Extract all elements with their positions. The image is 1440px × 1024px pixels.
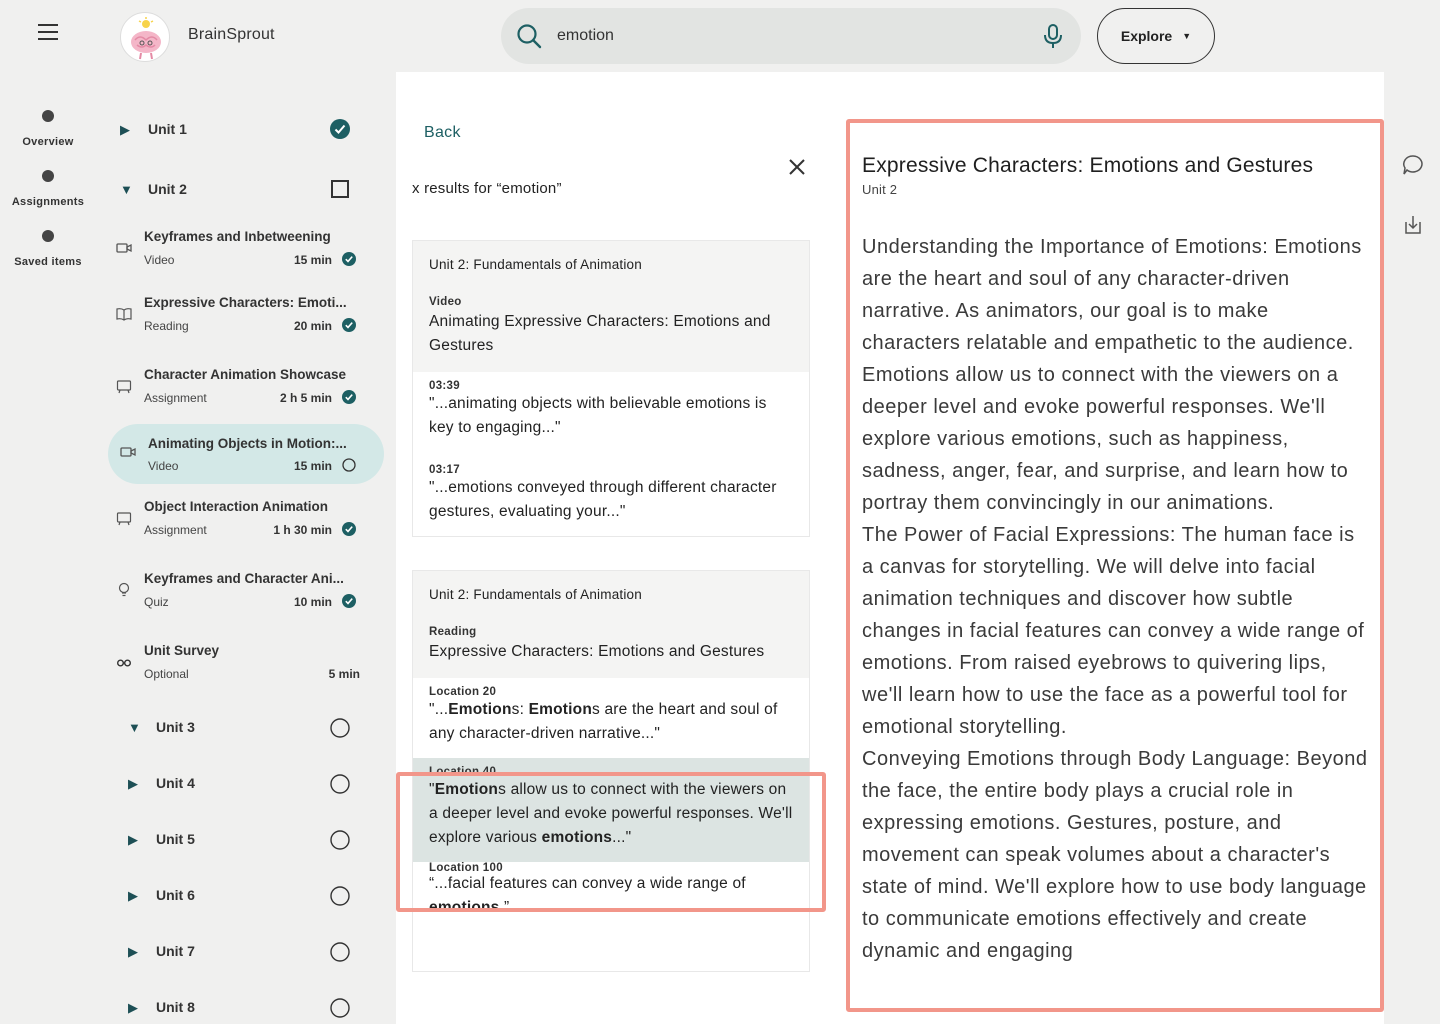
unit-1-row[interactable] — [96, 110, 396, 150]
lesson-character-animation-showcase[interactable] — [108, 358, 384, 418]
empty-circle-icon — [330, 718, 350, 738]
result-unit-name: Unit 2: Fundamentals of Animation — [429, 587, 642, 602]
expand-right-icon[interactable]: ▶ — [128, 832, 138, 847]
unit-1-label: Unit 1 — [148, 121, 187, 137]
reading-body[interactable] — [862, 231, 1370, 967]
lesson-type: Optional — [144, 667, 189, 681]
overview-icon — [42, 110, 54, 122]
lesson-title: Expressive Characters: Emoti... — [144, 295, 347, 310]
checkbox-icon[interactable] — [330, 179, 350, 199]
unit-2-label: Unit 2 — [148, 181, 187, 197]
reading-title: Expressive Characters: Emotions and Gestures — [862, 154, 1314, 177]
result-hit[interactable] — [413, 372, 809, 452]
left-rail — [0, 0, 96, 1024]
hit-location: 03:39 — [429, 380, 460, 392]
reading-paragraph: The Power of Facial Expressions: The human face is a canvas for storytelling. We will delve into facial animation techniques and discover how subtle changes in facial features can convey a wide range of emotions. From raised eyebrows to quivering lips, we'll learn how to use the face as a powerful tool for emotional storytelling. — [862, 524, 1365, 738]
brand-name: BrainSprout — [188, 26, 275, 43]
rail-assignments-label: Assignments — [11, 196, 85, 208]
result-hit-selected[interactable] — [413, 758, 809, 862]
menu-icon[interactable] — [38, 24, 58, 40]
result-kind: Reading — [429, 626, 477, 638]
chat-bubble-icon[interactable] — [1402, 154, 1424, 176]
unit-label: Unit 7 — [156, 943, 195, 959]
lesson-title: Object Interaction Animation — [144, 499, 329, 514]
hit-snippet: "...animating objects with believable emotions is key to engaging..." — [429, 395, 767, 436]
rail-saved-items-label: Saved items — [14, 256, 82, 268]
lesson-unit-survey[interactable] — [108, 634, 384, 694]
search-results-panel — [396, 72, 830, 1024]
unit-label: Unit 5 — [156, 831, 195, 847]
assignments-icon — [42, 170, 54, 182]
reading-paragraph: Understanding the Importance of Emotions: Emotions are the heart and soul of any character-driven narrative. As animators, our goal is to make characters relatable and empathetic to the audience. Emotions allow us to connect with the viewers on a deeper level and evoke powerful responses. We'll explore various emotions, such as happiness, sadness, anger, fear, and surprise, and learn how to portray them convincingly in our animations. — [862, 236, 1362, 514]
hit-location: Location 20 — [429, 686, 497, 698]
in-progress-circle-icon — [342, 458, 356, 472]
assignment-icon — [116, 510, 132, 526]
hit-snippet: "...Emotions: Emotions are the heart and soul of any character-driven narrative..." — [429, 701, 778, 742]
check-circle-icon — [342, 252, 356, 266]
expand-right-icon[interactable]: ▶ — [128, 944, 138, 959]
result-hit[interactable] — [413, 678, 809, 758]
hit-snippet: "...emotions conveyed through different character gestures, evaluating your..." — [429, 479, 777, 520]
chevron-down-icon: ▼ — [1182, 31, 1192, 41]
expand-right-icon[interactable]: ▶ — [120, 122, 130, 137]
explore-button[interactable] — [1097, 8, 1215, 64]
reading-unit: Unit 2 — [862, 182, 898, 197]
back-link[interactable]: Back — [424, 124, 461, 141]
expand-down-icon[interactable]: ▼ — [120, 182, 133, 197]
book-icon — [116, 306, 132, 322]
lesson-object-interaction-animation[interactable] — [108, 490, 384, 550]
hit-snippet: “...facial features can convey a wide range of emotions.” — [429, 875, 746, 916]
unit-7-row[interactable] — [96, 932, 396, 972]
explore-label: Explore — [1120, 28, 1173, 44]
lesson-type: Quiz — [144, 595, 169, 609]
lesson-title: Character Animation Showcase — [144, 367, 347, 382]
top-header — [96, 0, 1440, 72]
download-icon[interactable] — [1402, 214, 1424, 236]
empty-circle-icon — [330, 774, 350, 794]
result-title: Expressive Characters: Emotions and Gestures — [429, 643, 765, 660]
unit-8-row[interactable] — [96, 988, 396, 1024]
lesson-title: Animating Objects in Motion:... — [148, 436, 347, 451]
hit-location: Location 100 — [429, 862, 503, 872]
check-circle-icon — [342, 522, 356, 536]
brand-logo[interactable] — [120, 12, 170, 62]
lesson-duration: 1 h 30 min — [273, 523, 332, 537]
search-bar — [501, 8, 1081, 64]
rail-overview[interactable] — [0, 110, 96, 148]
lightbulb-icon — [116, 582, 132, 598]
course-nav — [96, 72, 396, 1024]
lesson-duration: 15 min — [293, 253, 332, 267]
hit-location: Location 40 — [429, 766, 497, 778]
rail-saved-items[interactable] — [0, 230, 96, 268]
hit-location: 03:17 — [429, 464, 460, 476]
result-hit[interactable] — [413, 452, 809, 536]
lesson-expressive-characters[interactable] — [108, 286, 384, 346]
rail-overview-label: Overview — [22, 136, 74, 148]
video-icon — [120, 444, 136, 460]
check-circle-icon — [330, 119, 350, 139]
result-group-header[interactable] — [413, 241, 809, 372]
lesson-duration: 15 min — [293, 459, 332, 473]
lesson-duration: 5 min — [328, 667, 360, 681]
search-input[interactable] — [557, 24, 1017, 48]
check-circle-icon — [342, 390, 356, 404]
result-title: Animating Expressive Characters: Emotions and Gestures — [429, 313, 771, 354]
unit-label: Unit 6 — [156, 887, 195, 903]
unit-2-row[interactable] — [96, 170, 396, 210]
glasses-icon — [116, 654, 132, 670]
expand-right-icon[interactable]: ▶ — [128, 1000, 138, 1015]
expand-right-icon[interactable]: ▶ — [128, 888, 138, 903]
result-unit-name: Unit 2: Fundamentals of Animation — [429, 257, 642, 272]
lesson-duration: 20 min — [293, 319, 332, 333]
unit-label: Unit 4 — [156, 775, 195, 791]
hit-snippet: "Emotions allow us to connect with the viewers on a deeper level and evoke powerful responses. We'll explore various emotions..." — [429, 781, 793, 846]
check-circle-icon — [342, 318, 356, 332]
check-circle-icon — [342, 594, 356, 608]
empty-circle-icon — [330, 886, 350, 906]
lesson-title: Unit Survey — [144, 643, 220, 658]
empty-circle-icon — [330, 942, 350, 962]
lesson-type: Assignment — [144, 523, 207, 537]
search-icon[interactable] — [515, 22, 543, 50]
result-hit[interactable] — [413, 862, 809, 932]
reading-panel — [830, 72, 1384, 1024]
lesson-keyframes-character-animation[interactable] — [108, 562, 384, 622]
tools-strip — [1384, 72, 1440, 1024]
expand-down-icon[interactable]: ▼ — [128, 720, 141, 735]
result-kind: Video — [429, 296, 462, 308]
lesson-duration: 10 min — [293, 595, 332, 609]
lesson-keyframes-inbetweening[interactable] — [108, 220, 384, 280]
empty-circle-icon — [330, 998, 350, 1018]
video-icon — [116, 240, 132, 256]
result-group-header[interactable] — [413, 571, 809, 678]
assignment-icon — [116, 378, 132, 394]
lesson-type: Video — [144, 253, 175, 267]
results-count: x results for “emotion” — [412, 180, 562, 197]
close-icon[interactable] — [786, 156, 808, 178]
result-group — [412, 240, 810, 537]
lesson-type: Assignment — [144, 391, 207, 405]
lesson-title: Keyframes and Inbetweening — [144, 229, 331, 244]
empty-circle-icon — [330, 830, 350, 850]
unit-5-row[interactable] — [96, 820, 396, 860]
lesson-animating-objects-in-motion[interactable] — [108, 424, 384, 484]
reading-content — [862, 152, 1370, 967]
saved-items-icon — [42, 230, 54, 242]
unit-label: Unit 8 — [156, 999, 195, 1015]
unit-4-row[interactable] — [96, 764, 396, 804]
rail-assignments[interactable] — [0, 170, 96, 208]
microphone-icon[interactable] — [1039, 22, 1067, 50]
lesson-type: Video — [148, 459, 179, 473]
unit-label: Unit 3 — [156, 719, 195, 735]
lesson-duration: 2 h 5 min — [279, 391, 332, 405]
lesson-type: Reading — [144, 319, 189, 333]
unit-6-row[interactable] — [96, 876, 396, 916]
reading-paragraph: Conveying Emotions through Body Language: Beyond the face, the entire body plays a crucial role in expressing emotions. Gestures, posture, and movement can speak volumes about a character's state of mind. We'll explore how to use body language to communicate emotions effectively and create dynamic and engaging — [862, 748, 1368, 962]
expand-right-icon[interactable]: ▶ — [128, 776, 138, 791]
unit-3-row[interactable] — [96, 708, 396, 748]
lesson-title: Keyframes and Character Ani... — [144, 571, 344, 586]
result-group — [412, 570, 810, 972]
